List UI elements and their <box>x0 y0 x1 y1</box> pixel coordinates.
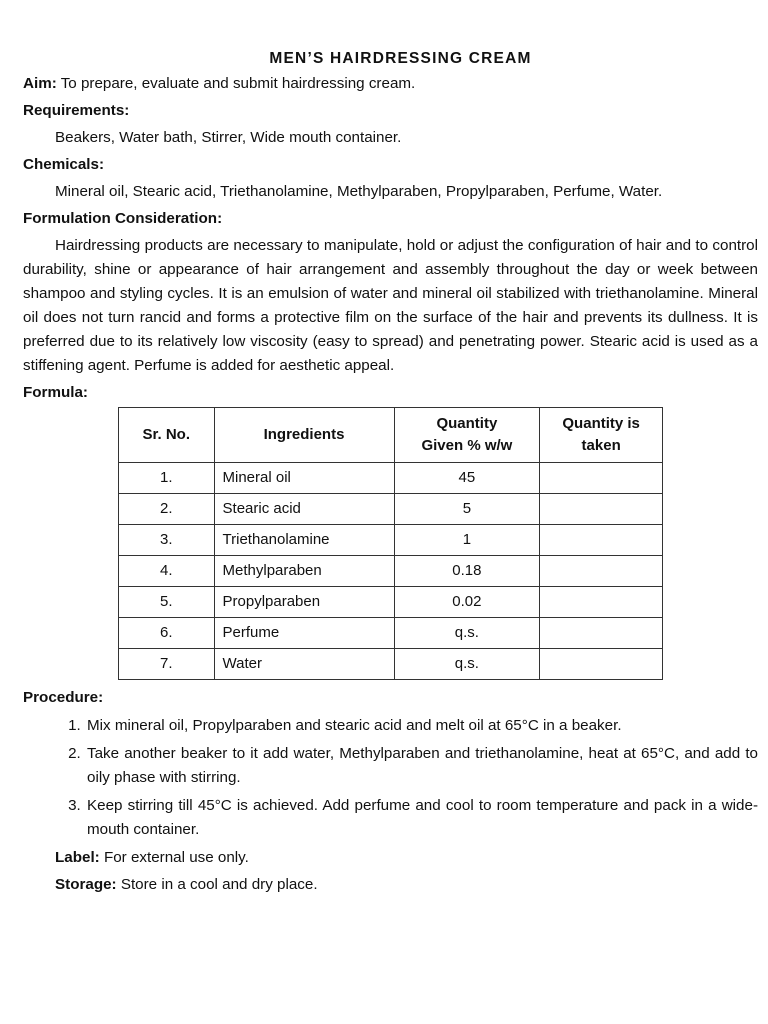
header-taken-line2: taken <box>581 437 621 454</box>
aim-line <box>23 72 758 96</box>
cell-ingredient: Methylparaben <box>214 556 394 587</box>
header-quantity-line2: Given % w/w <box>421 437 513 454</box>
storage-text: Store in a cool and dry place. <box>116 876 318 893</box>
cell-ingredient: Propylparaben <box>214 587 394 618</box>
table-row <box>119 556 663 587</box>
cell-quantity: 1 <box>394 525 540 556</box>
label-line <box>23 846 758 870</box>
cell-taken <box>540 556 663 587</box>
cell-quantity: 0.18 <box>394 556 540 587</box>
cell-ingredient: Mineral oil <box>214 463 394 494</box>
storage-line <box>23 873 758 897</box>
header-taken-line1: Quantity is <box>562 415 640 432</box>
cell-taken <box>540 525 663 556</box>
label-label: Label: <box>55 849 100 866</box>
cell-ingredient: Water <box>214 649 394 680</box>
cell-sr: 5. <box>119 587 215 618</box>
cell-quantity: 5 <box>394 494 540 525</box>
table-row <box>119 463 663 494</box>
cell-taken <box>540 463 663 494</box>
formula-table <box>118 407 663 680</box>
cell-sr: 1. <box>119 463 215 494</box>
cell-quantity: 45 <box>394 463 540 494</box>
cell-sr: 2. <box>119 494 215 525</box>
cell-taken <box>540 649 663 680</box>
header-quantity-line1: Quantity <box>436 415 498 432</box>
cell-ingredient: Stearic acid <box>214 494 394 525</box>
cell-quantity: q.s. <box>394 618 540 649</box>
formulation-heading: Formulation Consideration: <box>23 210 223 227</box>
label-text: For external use only. <box>99 849 249 866</box>
cell-taken <box>540 618 663 649</box>
header-ingredients: Ingredients <box>214 408 394 463</box>
requirements-heading: Requirements: <box>23 102 130 119</box>
procedure-list <box>23 714 758 842</box>
cell-quantity: 0.02 <box>394 587 540 618</box>
document-body <box>23 47 758 897</box>
cell-sr: 4. <box>119 556 215 587</box>
cell-ingredient: Perfume <box>214 618 394 649</box>
chemicals-text: Mineral oil, Stearic acid, Triethanolamine, Methylparaben, Propylparaben, Perfume, Water. <box>55 183 663 200</box>
table-row <box>119 587 663 618</box>
document-title: MEN’S HAIRDRESSING CREAM <box>269 50 532 67</box>
procedure-step: 2. Take another beaker to it add water, Methylparaben and triethanolamine, heat at 65°C, and add to oily phase with stirring. <box>85 742 758 790</box>
header-quantity-given <box>394 408 540 463</box>
aim-text: To prepare, evaluate and submit hairdressing cream. <box>56 75 416 92</box>
table-header-row <box>119 408 663 463</box>
header-sr-no: Sr. No. <box>119 408 215 463</box>
cell-taken <box>540 587 663 618</box>
cell-sr: 7. <box>119 649 215 680</box>
table-row <box>119 649 663 680</box>
cell-sr: 6. <box>119 618 215 649</box>
requirements-text: Beakers, Water bath, Stirrer, Wide mouth container. <box>55 129 402 146</box>
aim-label: Aim: <box>23 75 57 92</box>
procedure-step: 1. Mix mineral oil, Propylparaben and stearic acid and melt oil at 65°C in a beaker. <box>85 714 758 738</box>
table-row <box>119 494 663 525</box>
chemicals-heading: Chemicals: <box>23 156 105 173</box>
cell-ingredient: Triethanolamine <box>214 525 394 556</box>
cell-taken <box>540 494 663 525</box>
header-quantity-taken <box>540 408 663 463</box>
cell-sr: 3. <box>119 525 215 556</box>
storage-label: Storage: <box>55 876 117 893</box>
table-row <box>119 525 663 556</box>
formula-heading: Formula: <box>23 384 88 401</box>
procedure-heading: Procedure: <box>23 689 104 706</box>
formulation-text: Hairdressing products are necessary to manipulate, hold or adjust the configuration of hair and to control durability, shine or appearance of hair arrangement and assembly throughout the day or week between shampoo and styling cycles. It is an emulsion of water and mineral oil stabilized with triethanolamine. Mineral oil does not turn rancid and forms a protective film on the surface of the hair and prevents its dullness. It is preferred due to its relatively low viscosity (easy to spread) and penetrating power. Stearic acid is used as a stiffening agent. Perfume is added for aesthetic appeal. <box>23 237 758 374</box>
procedure-step: 3. Keep stirring till 45°C is achieved. Add perfume and cool to room temperature and pack in a wide-mouth container. <box>85 794 758 842</box>
cell-quantity: q.s. <box>394 649 540 680</box>
table-row <box>119 618 663 649</box>
